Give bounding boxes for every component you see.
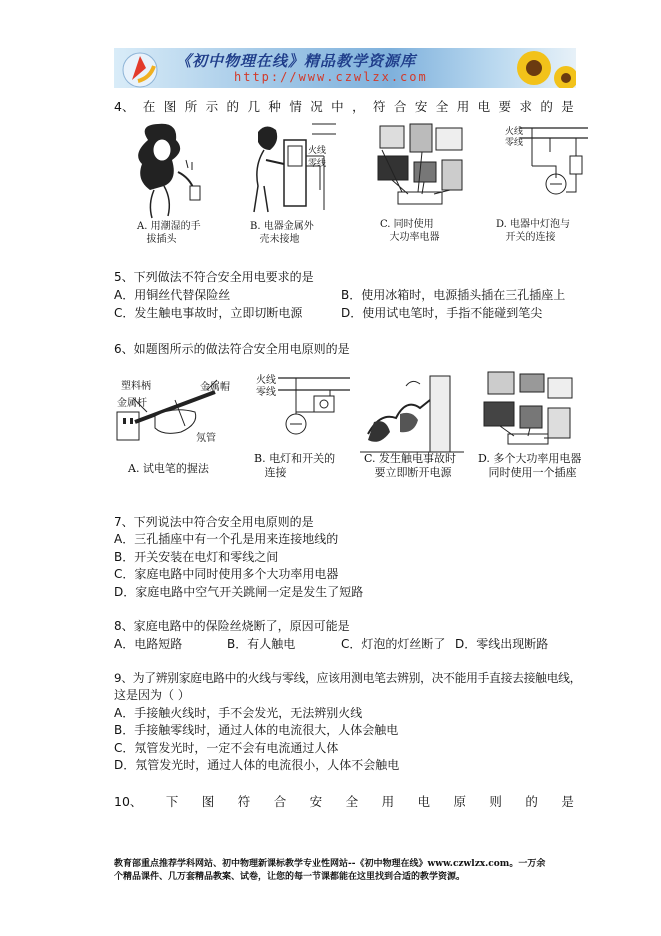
q7-option-c: C．家庭电路中同时使用多个大功率用电器: [114, 567, 339, 581]
q5-option-d: D．使用试电笔时，手指不能碰到笔尖: [341, 306, 543, 320]
q6-label-live: 火线: [256, 375, 276, 386]
footer-line2: 个精品课件、几万套精品教案、试卷，让您的每一节课都能在这里找到合适的教学资源。: [114, 872, 466, 882]
q5-option-c: C．发生触电事故时，立即切断电源: [114, 306, 303, 320]
q6-label-neon-tube: 氖管: [196, 433, 216, 444]
sunflower-icon: [517, 51, 576, 88]
q10-stem: 10、 下 图 符 合 安 全 用 电 原 则 的 是: [114, 794, 574, 809]
q6-caption-b: B. 电灯和开关的 连接: [254, 452, 336, 479]
q8-option-a: A．电路短路: [114, 637, 183, 651]
footer-line1: 教育部重点推荐学科网站、初中物理新课标教学专业性网站--《初中物理在线》www.czwlzx.com。一万余: [114, 859, 546, 869]
q5-option-b: B．使用冰箱时，电源插头插在三孔插座上: [341, 288, 566, 302]
q6-label-neutral: 零线: [256, 387, 276, 398]
q4-figure-a: [128, 120, 208, 220]
q9-option-d: D．氖管发光时，通过人体的电流很小，人体不会触电: [114, 758, 400, 772]
q6-caption-c: C. 发生触电事故时 要立即断开电源: [364, 452, 457, 479]
q7-stem: 7、下列说法中符合安全用电原则的是: [114, 515, 314, 529]
q6-label-metal-rod: 金属杆: [117, 398, 147, 409]
banner-title: 《初中物理在线》精品教学资源库: [176, 52, 417, 70]
q6-caption-a: A. 试电笔的握法: [128, 462, 209, 475]
q4-label-neutral2: 零线: [505, 138, 524, 148]
q9-option-a: A．手接触火线时，手不会发光，无法辨别火线: [114, 706, 363, 720]
q4-figure-c: [372, 122, 472, 218]
q4-stem: 4、 在 图 所 示 的 几 种 情 况 中 ， 符 合 安 全 用 电 要 求 的 是: [114, 99, 574, 114]
q5-stem: 5、下列做法不符合安全用电要求的是: [114, 270, 314, 284]
q9-stem-line1: 9、为了辨别家庭电路中的火线与零线，应该用测电笔去辨别，决不能用手直接去接触电线，: [114, 671, 582, 685]
q6-caption-d: D. 多个大功率用电器 同时使用一个插座: [478, 452, 582, 479]
q4-caption-c: C. 同时使用 大功率电器: [380, 219, 440, 243]
q6-figure-c: [360, 374, 464, 454]
q6-figure-d: [480, 370, 580, 450]
q4-caption-b: B. 电器金属外 壳未接地: [250, 221, 314, 245]
q6-stem: 6、如题图所示的做法符合安全用电原则的是: [114, 342, 350, 356]
q6-label-plastic-handle: 塑料柄: [121, 381, 151, 392]
q6-label-metal-cap: 金属帽: [200, 382, 230, 393]
q7-option-d: D．家庭电路中空气开关跳闸一定是发生了短路: [114, 585, 364, 599]
q9-option-b: B．手接触零线时，通过人体的电流很大，人体会触电: [114, 723, 399, 737]
q4-caption-d: D. 电器中灯泡与 开关的连接: [496, 219, 571, 243]
q4-label-neutral: 零线: [308, 159, 327, 169]
q8-stem: 8、家庭电路中的保险丝烧断了，原因可能是: [114, 619, 350, 633]
banner-url: http://www.czwlzx.com: [234, 70, 428, 84]
q8-option-b: B．有人触电: [227, 637, 296, 651]
q4-label-live: 火线: [308, 146, 327, 156]
q7-option-b: B．开关安装在电灯和零线之间: [114, 550, 279, 564]
q4-figure-b: [240, 120, 340, 220]
q4-caption-a: A. 用潮湿的手 拔插头: [137, 221, 201, 245]
q5-option-a: A．用铜丝代替保险丝: [114, 288, 231, 302]
q4-label-live2: 火线: [505, 127, 524, 137]
q8-option-d: D．零线出现断路: [455, 637, 549, 651]
q9-stem-line2: 这是因为（ ）: [114, 688, 190, 702]
q9-option-c: C．氖管发光时，一定不会有电流通过人体: [114, 741, 339, 755]
q7-option-a: A．三孔插座中有一个孔是用来连接地线的: [114, 532, 339, 546]
header-banner: [114, 48, 576, 88]
q8-option-c: C．灯泡的灯丝断了: [341, 637, 446, 651]
